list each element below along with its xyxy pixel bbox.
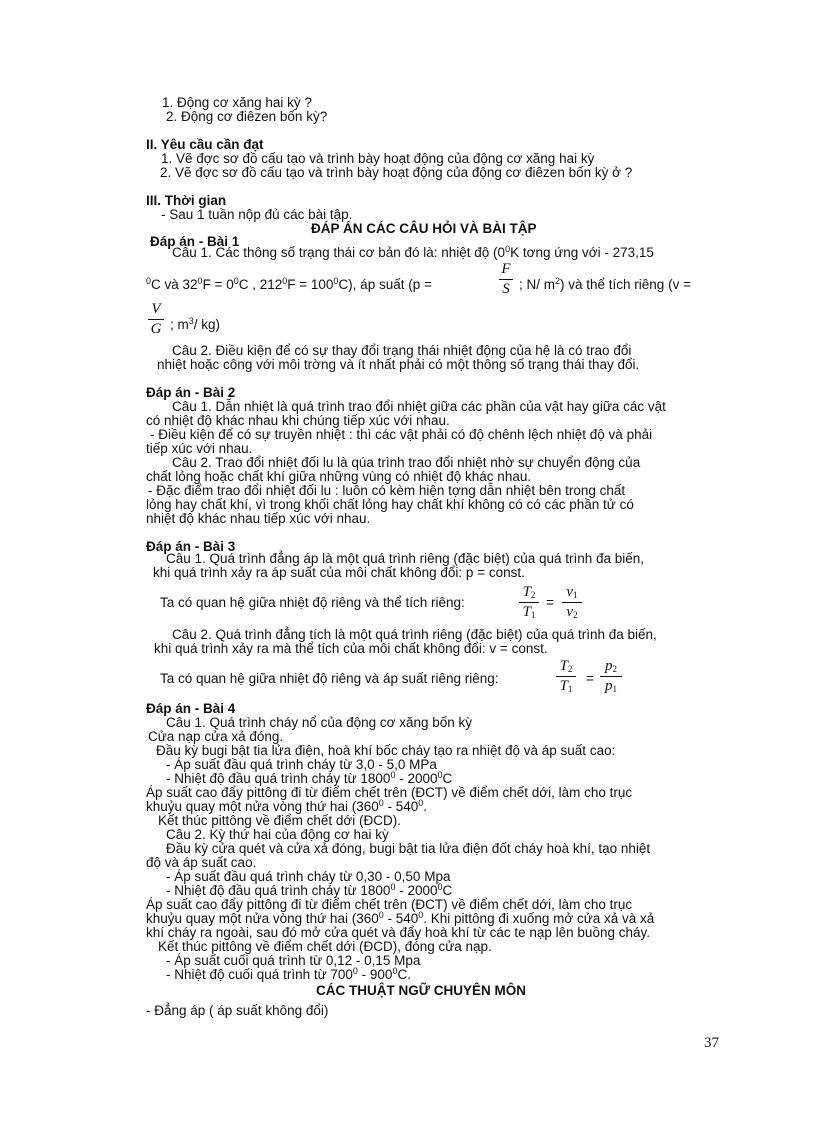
answer-heading: Đáp án - Bài 4 [146, 701, 236, 716]
fraction-t2-over-t1: $T_2$ $T_1$ [519, 584, 539, 621]
paragraph: Đầu kỳ cửa quét và cửa xả đóng, bugi bật tia lửa điện đốt cháy hoà khí, tạo nhiệt [166, 841, 651, 856]
list-item: 2. Động cơ điêzen bốn kỳ? [166, 109, 328, 124]
equals-sign: = [586, 671, 594, 686]
paragraph: khi quá trình xảy ra áp suất của môi chất không đổi: p = const. [153, 565, 525, 580]
paragraph: lỏng hay chất khí, vì trong khối chất lỏng hay chất khí không có có các phần tử có [146, 497, 634, 512]
paragraph: Kết thúc pittông về điểm chết dới (ĐCD). [158, 813, 401, 828]
paragraph: Câu 2. Trao đổi nhiệt đối lu là qúa trình trao đổi nhiệt nhờ sự chuyển động của [172, 455, 641, 470]
paragraph: nhiệt hoặc công với môi trờng và ít nhất phải có một thông số trạng thái thay đổi. [157, 357, 640, 372]
answer-heading: Đáp án - Bài 1 [150, 234, 240, 249]
paragraph: khi quá trình xảy ra mà thể tích của môi chất không đổi: v = const. [154, 641, 548, 656]
answer-heading: Đáp án - Bài 2 [146, 385, 236, 400]
paragraph: - Điều kiện để có sự truyền nhiệt : thì các vật phải có độ chênh lệch nhiệt độ và phải [150, 427, 653, 442]
paragraph: Câu 2. Điều kiện để có sự thay đổi trạng thái nhiệt động của hệ là có trao đổi [172, 343, 632, 358]
paragraph: Đầu kỳ bugi bật tia lửa điện, hoà khí bốc cháy tạo ra nhiệt độ và áp suất cao: [156, 743, 616, 758]
paragraph: khuỷu quay một nửa vòng thứ hai ($360^0 - 540^0$. Khi pittông đi xuống mở cửa xả và xả [146, 910, 655, 926]
paragraph: - Áp suất đầu quá trình cháy từ 3,0 - 5,0 MPa [166, 757, 437, 772]
paragraph: Câu 1. Dẫn nhiệt là quá trình trao đổi nhiệt giữa các phần của vật hay giữa các vật [172, 399, 666, 414]
page-title: ĐÁP ÁN CÁC CÂU HỎI VÀ BÀI TẬP [311, 221, 537, 236]
paragraph: Ta có quan hệ giữa nhiệt độ riêng và áp suất riêng riêng: [160, 671, 499, 686]
paragraph: Kết thúc pittông về điểm chết dới (ĐCD), đóng cửa nạp. [158, 939, 492, 954]
paragraph: - Sau 1 tuần nộp đủ các bài tập. [161, 207, 353, 222]
fraction-v-over-g: V G [148, 301, 164, 338]
paragraph: - Áp suất đầu quá trình cháy từ 0,30 - 0,50 Mpa [166, 869, 451, 884]
paragraph: Áp suất cao đẩy pittông đi từ điểm chết trên (ĐCT) về điểm chết dới, làm cho trục [146, 785, 633, 800]
page-number: 37 [704, 1035, 719, 1051]
paragraph: có nhiệt độ khác nhau khi chúng tiếp xúc với nhau. [146, 413, 450, 428]
fraction-f-over-s: F S [499, 261, 513, 298]
list-item: 1. Động cơ xăng hai kỳ ? [162, 95, 312, 110]
answer-heading: Đáp án - Bài 3 [146, 539, 236, 554]
paragraph: khí cháy ra ngoài, sau đó mở cửa quét và đẩy hoà khí từ các te nạp lên buồng cháy. [146, 925, 650, 940]
list-item: 1. Vẽ đợc sơ đồ cấu tạo và trình bày hoạt động của động cơ xăng hai kỳ [161, 151, 595, 166]
paragraph: tiếp xúc với nhau. [146, 441, 253, 456]
paragraph: Câu 2. Kỳ thứ hai của động cơ hai kỳ [166, 827, 389, 842]
list-item: 2. Vẽ đợc sơ đồ cấu tạo và trình bày hoạt động của động cơ điêzen bốn kỳ ở ? [160, 165, 633, 180]
fraction-t2-over-t1: $T_2$ $T_1$ [556, 658, 576, 695]
paragraph: - Áp suất cuối quá trình từ 0,12 - 0,15 Mpa [166, 953, 421, 968]
fraction-p2-over-p1: $p_2$ $p_1$ [600, 658, 622, 695]
paragraph: Câu 1. Quá trình đẳng áp là một quá trình riêng (đặc biệt) của quá trình đa biến, [166, 551, 645, 566]
paragraph: - Nhiệt độ đầu quá trình cháy từ 1800$^0$ - 2000$^0$C [166, 770, 453, 786]
fraction-v1-over-v2: $v_1$ $v_2$ [562, 584, 582, 621]
paragraph: Câu 2. Quá trình đẳng tích là một quá trình riêng (đặc biệt) của quá trình đa biến, [172, 627, 657, 642]
paragraph: ; N/ $m^2$) và thể tích riêng (v = [519, 276, 691, 292]
paragraph: Cửa nạp cửa xả đóng. [148, 729, 284, 744]
section-heading: II. Yêu cầu cần đạt [146, 137, 264, 152]
paragraph: $^0$C và $32^0F = 0^0C$ , $212^0F = 100^0C$), áp suất (p = [146, 276, 432, 292]
paragraph: - Đặc điểm trao đổi nhiệt đối lu : luôn có kèm hiện tợng dẫn nhiệt bên trong chất [148, 483, 626, 498]
paragraph: - Nhiệt độ đầu quá trình cháy từ 1800$^0$ - 2000$^0$C [166, 882, 453, 898]
paragraph: khuỷu quay một nửa vòng thứ hai ($360^0 - 540^0$. [146, 798, 428, 814]
paragraph: chất lỏng hoặc chất khí giữa những vùng có nhiệt độ khác nhau. [146, 469, 532, 484]
paragraph: Ta có quan hệ giữa nhiệt độ riêng và thể tích riêng: [160, 595, 465, 610]
paragraph: Câu 1. Các thông số trạng thái cơ bản đó là: nhiệt độ ($0^0K$ tơng ứng với - 273,15 [172, 244, 654, 260]
paragraph: nhiệt độ khác nhau tiếp xúc với nhau. [146, 511, 371, 526]
equals-sign: = [546, 595, 554, 610]
paragraph: độ và áp suất cao. [146, 855, 257, 870]
paragraph: - Nhiệt độ cuối quá trình từ $700^0 - 900^0C$. [166, 966, 411, 982]
section-heading: III. Thời gian [146, 193, 227, 208]
section-heading: CÁC THUẬT NGỮ CHUYÊN MÔN [316, 983, 526, 998]
paragraph: - Đẳng áp ( áp suất không đổi) [146, 1003, 329, 1018]
paragraph: Áp suất cao đẩy pittông đi từ điểm chết trên (ĐCT) về điểm chết dới, làm cho trục [146, 897, 633, 912]
paragraph: ; $m^3/$ kg) [170, 316, 221, 332]
paragraph: Câu 1. Quá trình cháy nổ của động cơ xăng bốn kỳ [166, 715, 473, 730]
